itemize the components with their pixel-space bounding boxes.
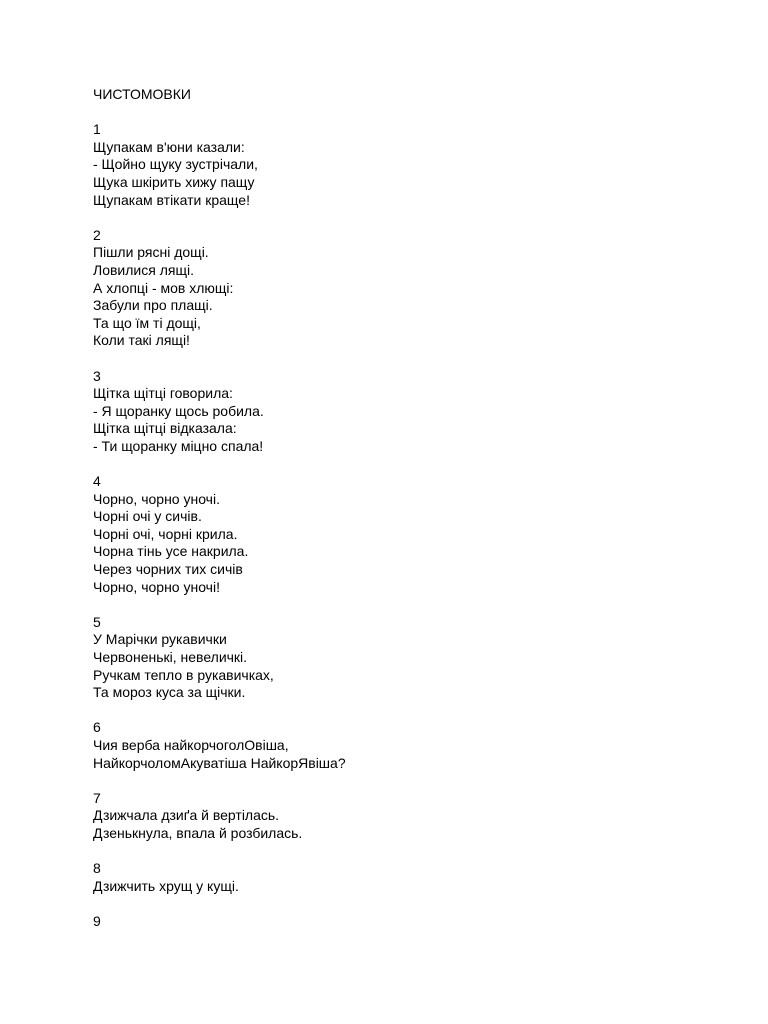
- verse-line: Щітка щітці відказала:: [93, 420, 237, 437]
- verse-line: Чорно, чорно уночі.: [93, 490, 220, 507]
- verse-9: [93, 913, 733, 931]
- verse-number: 6: [93, 719, 101, 736]
- verse-line: Дзижчала дзиґа й вертілась.: [93, 807, 280, 824]
- verse-line: Щука шкірить хижу пащу: [93, 173, 255, 190]
- verse-number: 3: [93, 367, 101, 384]
- verse-number: 2: [93, 226, 101, 243]
- verse-line: Щітка щітці говорила:: [93, 385, 233, 402]
- verse-number: 9: [93, 912, 101, 929]
- verse-line: Чорна тінь усе накрила.: [93, 543, 249, 560]
- verse-line: Пішли рясні дощі.: [93, 244, 209, 261]
- document-page: [93, 86, 733, 931]
- verse-5: [93, 614, 733, 702]
- verse-line: Дзижчить хрущ у кущі.: [93, 877, 239, 894]
- verse-number: 4: [93, 473, 101, 490]
- verse-line: Та мороз куса за щічки.: [93, 684, 246, 701]
- verse-3: [93, 368, 733, 456]
- verse-line: Та що їм ті дощі,: [93, 314, 201, 331]
- verse-number: 8: [93, 860, 101, 877]
- verse-number: 1: [93, 121, 101, 138]
- verse-line: Щупакам в'юни казали:: [93, 138, 245, 155]
- verse-line: А хлопці - мов хлющі:: [93, 279, 234, 296]
- verse-line: Чорні очі, чорні крила.: [93, 525, 238, 542]
- verse-line: Чорні очі у сичів.: [93, 508, 202, 525]
- verse-4: [93, 473, 733, 596]
- verse-8: [93, 860, 733, 895]
- verse-line: НайкорчоломАкуватіша НайкорЯвіша?: [93, 754, 346, 771]
- verse-number: 7: [93, 789, 101, 806]
- verse-line: Ловилися лящі.: [93, 261, 194, 278]
- verse-line: - Щойно щуку зустрічали,: [93, 156, 258, 173]
- verse-1: [93, 121, 733, 209]
- verse-line: Чия верба найкорчоголОвіша,: [93, 736, 289, 753]
- verse-line: У Марічки рукавички: [93, 631, 227, 648]
- verse-2: [93, 227, 733, 350]
- document-title: ЧИСТОМОВКИ: [93, 86, 191, 102]
- verse-line: Чорно, чорно уночі!: [93, 578, 220, 595]
- verse-7: [93, 790, 733, 843]
- verse-line: Коли такі лящі!: [93, 332, 190, 349]
- verse-line: Ручкам тепло в рукавичках,: [93, 666, 274, 683]
- verse-line: Через чорних тих сичів: [93, 561, 243, 578]
- verse-line: - Я щоранку щось робила.: [93, 402, 264, 419]
- verse-line: Забули про плащі.: [93, 297, 213, 314]
- verse-number: 5: [93, 613, 101, 630]
- verse-line: Червоненькі, невеличкі.: [93, 649, 248, 665]
- verse-line: Щупакам втікати краще!: [93, 191, 250, 208]
- verse-line: Дзенькнула, впала й розбилась.: [93, 824, 303, 841]
- verse-6: [93, 719, 733, 772]
- verse-line: - Ти щоранку міцно спала!: [93, 437, 264, 454]
